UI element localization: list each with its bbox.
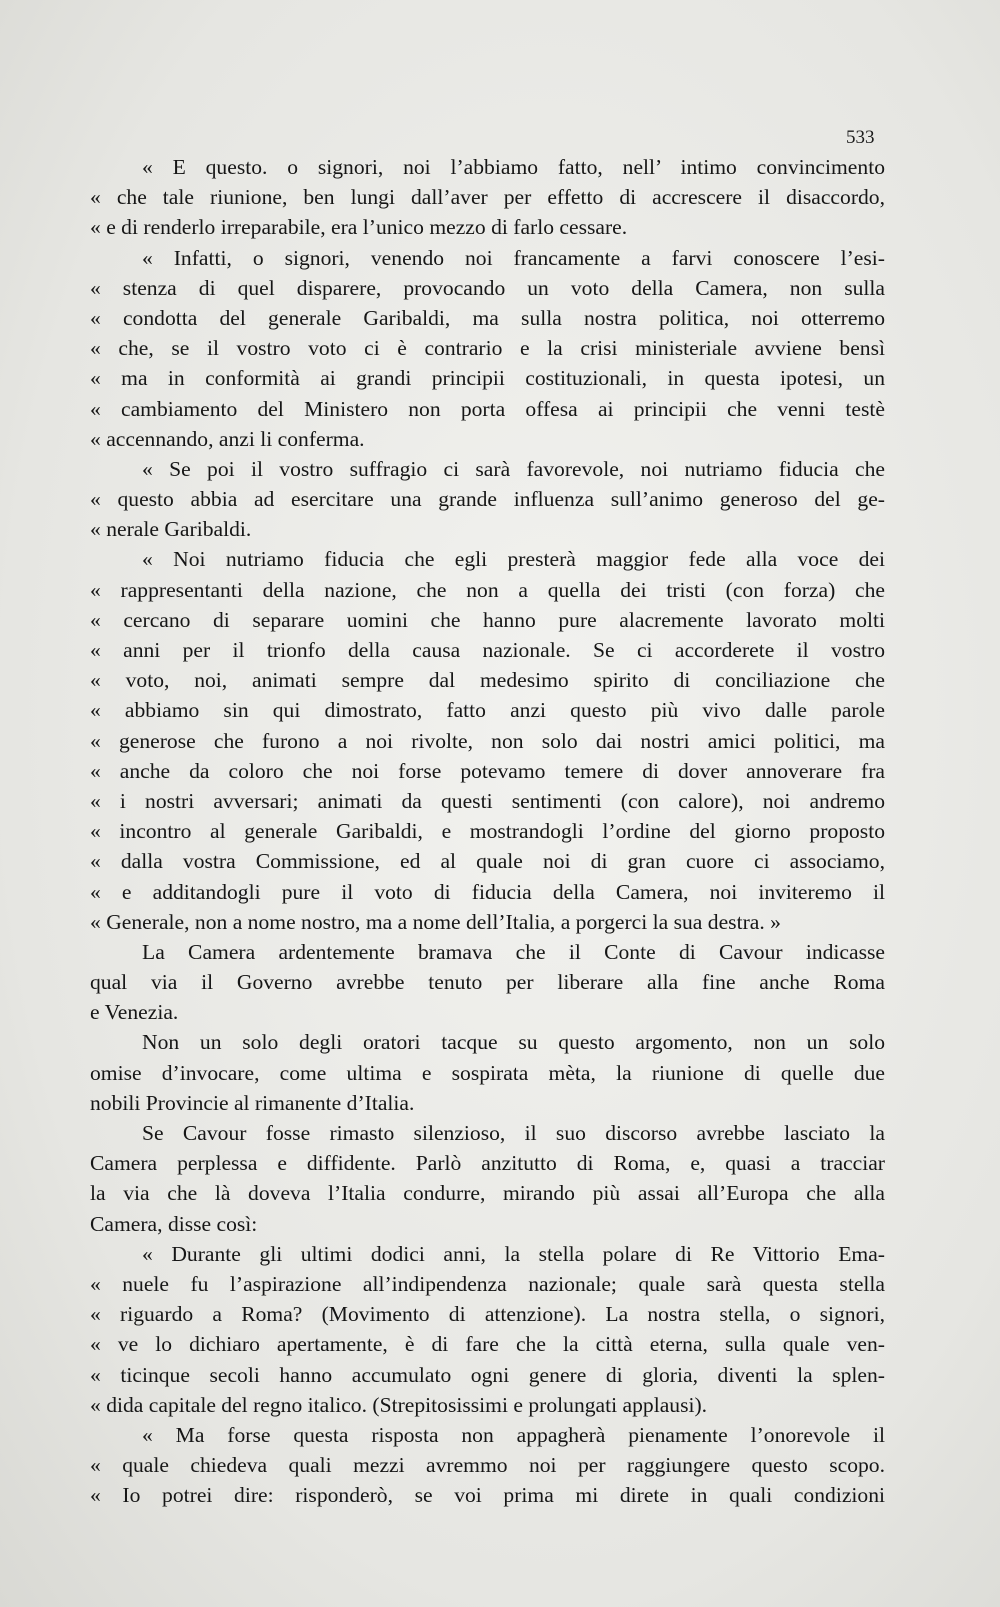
text-line: La Camera ardentemente bramava che il Conte di Cavour indicasse xyxy=(142,939,885,964)
text-line: « accennando, anzi li conferma. xyxy=(90,426,365,451)
text-line: « riguardo a Roma? (Movimento di attenzione). La nostra stella, o signori, xyxy=(90,1302,885,1327)
text-line: « cercano di separare uomini che hanno pure alacremente lavorato molti xyxy=(90,607,885,632)
text-line: la via che là doveva l’Italia condurre, mirando più assai all’Europa che alla xyxy=(90,1181,885,1206)
text-line: « cambiamento del Ministero non porta offesa ai principii che venni testè xyxy=(90,396,885,421)
text-line: « E questo. o signori, noi l’abbiamo fatto, nell’ intimo convincimento xyxy=(142,155,885,179)
text-line: « ma in conformità ai grandi principii costituzionali, in questa ipotesi, un xyxy=(90,366,885,391)
text-line: « questo abbia ad esercitare una grande influenza sull’animo generoso del ge- xyxy=(90,487,885,512)
page-number: 533 xyxy=(846,127,875,148)
text-line: « Generale, non a nome nostro, ma a nome dell’Italia, a porgerci la sua destra. » xyxy=(90,909,781,934)
text-line: « anche da coloro che noi forse potevamo temere di dover annoverare fra xyxy=(90,758,885,783)
text-line: Non un solo degli oratori tacque su questo argomento, non un solo xyxy=(142,1030,885,1055)
text-line: « dida capitale del regno italico. (Strepitosissimi e prolungati applausi). xyxy=(90,1392,708,1417)
text-line: « incontro al generale Garibaldi, e mostrandogli l’ordine del giorno proposto xyxy=(90,819,885,844)
text-line: « anni per il trionfo della causa nazionale. Se ci accorderete il vostro xyxy=(90,638,885,662)
text-line: « e additandogli pure il voto di fiducia della Camera, noi inviteremo il xyxy=(90,879,885,904)
text-line: « nerale Garibaldi. xyxy=(90,517,252,542)
text-line: « Infatti, o signori, venendo noi francamente a farvi conoscere l’esi- xyxy=(142,245,885,270)
text-line: « Durante gli ultimi dodici anni, la stella polare di Re Vittorio Ema- xyxy=(142,1241,885,1266)
text-line: « dalla vostra Commissione, ed al quale noi di gran cuore ci associamo, xyxy=(90,849,885,874)
text-line: « Ma forse questa risposta non appagherà pienamente l’onorevole il xyxy=(142,1422,885,1447)
text-line: « ticinque secoli hanno accumulato ogni genere di gloria, diventi la splen- xyxy=(90,1362,885,1387)
text-line: Se Cavour fosse rimasto silenzioso, il suo discorso avrebbe lasciato la xyxy=(142,1121,885,1145)
text-line: « ve lo dichiaro apertamente, è di fare che la città eterna, sulla quale ven- xyxy=(90,1332,885,1357)
text-line: « Noi nutriamo fiducia che egli presterà maggior fede alla voce dei xyxy=(142,547,885,572)
body-text xyxy=(90,152,885,1510)
text-line: « stenza di quel disparere, provocando un voto della Camera, non sulla xyxy=(90,275,885,300)
text-line: e Venezia. xyxy=(90,1000,179,1025)
text-line: « rappresentanti della nazione, che non a quella dei tristi (con forza) che xyxy=(90,577,885,602)
text-line: qual via il Governo avrebbe tenuto per liberare alla fine anche Roma xyxy=(90,970,885,995)
text-line: « voto, noi, animati sempre dal medesimo spirito di conciliazione che xyxy=(90,668,885,693)
text-line: Camera, disse così: xyxy=(90,1211,258,1236)
text-line: « nuele fu l’aspirazione all’indipendenza nazionale; quale sarà questa stella xyxy=(90,1271,885,1296)
text-line: « abbiamo sin qui dimostrato, fatto anzi questo più vivo dalle parole xyxy=(90,698,885,723)
text-line: Camera perplessa e diffidente. Parlò anzitutto di Roma, e, quasi a tracciar xyxy=(90,1151,885,1176)
text-line: « i nostri avversari; animati da questi sentimenti (con calore), noi andremo xyxy=(90,788,885,813)
text-line: « Se poi il vostro suffragio ci sarà favorevole, noi nutriamo fiducia che xyxy=(142,456,885,481)
text-line: « condotta del generale Garibaldi, ma sulla nostra politica, noi otterremo xyxy=(90,305,885,330)
text-line: omise d’invocare, come ultima e sospirata mèta, la riunione di quelle due xyxy=(90,1060,885,1085)
text-line: « che tale riunione, ben lungi dall’aver per effetto di accrescere il disaccordo, xyxy=(90,185,885,210)
text-line: « Io potrei dire: risponderò, se voi prima mi direte in quali condizioni xyxy=(90,1483,885,1508)
text-line: nobili Provincie al rimanente d’Italia. xyxy=(90,1090,415,1115)
text-line: « quale chiedeva quali mezzi avremmo noi per raggiungere questo scopo. xyxy=(90,1453,885,1478)
text-line: « che, se il vostro voto ci è contrario e la crisi ministeriale avviene bensì xyxy=(90,336,885,361)
text-line: « e di renderlo irreparabile, era l’unico mezzo di farlo cessare. xyxy=(90,215,628,240)
text-line: « generose che furono a noi rivolte, non solo dai nostri amici politici, ma xyxy=(90,728,885,753)
